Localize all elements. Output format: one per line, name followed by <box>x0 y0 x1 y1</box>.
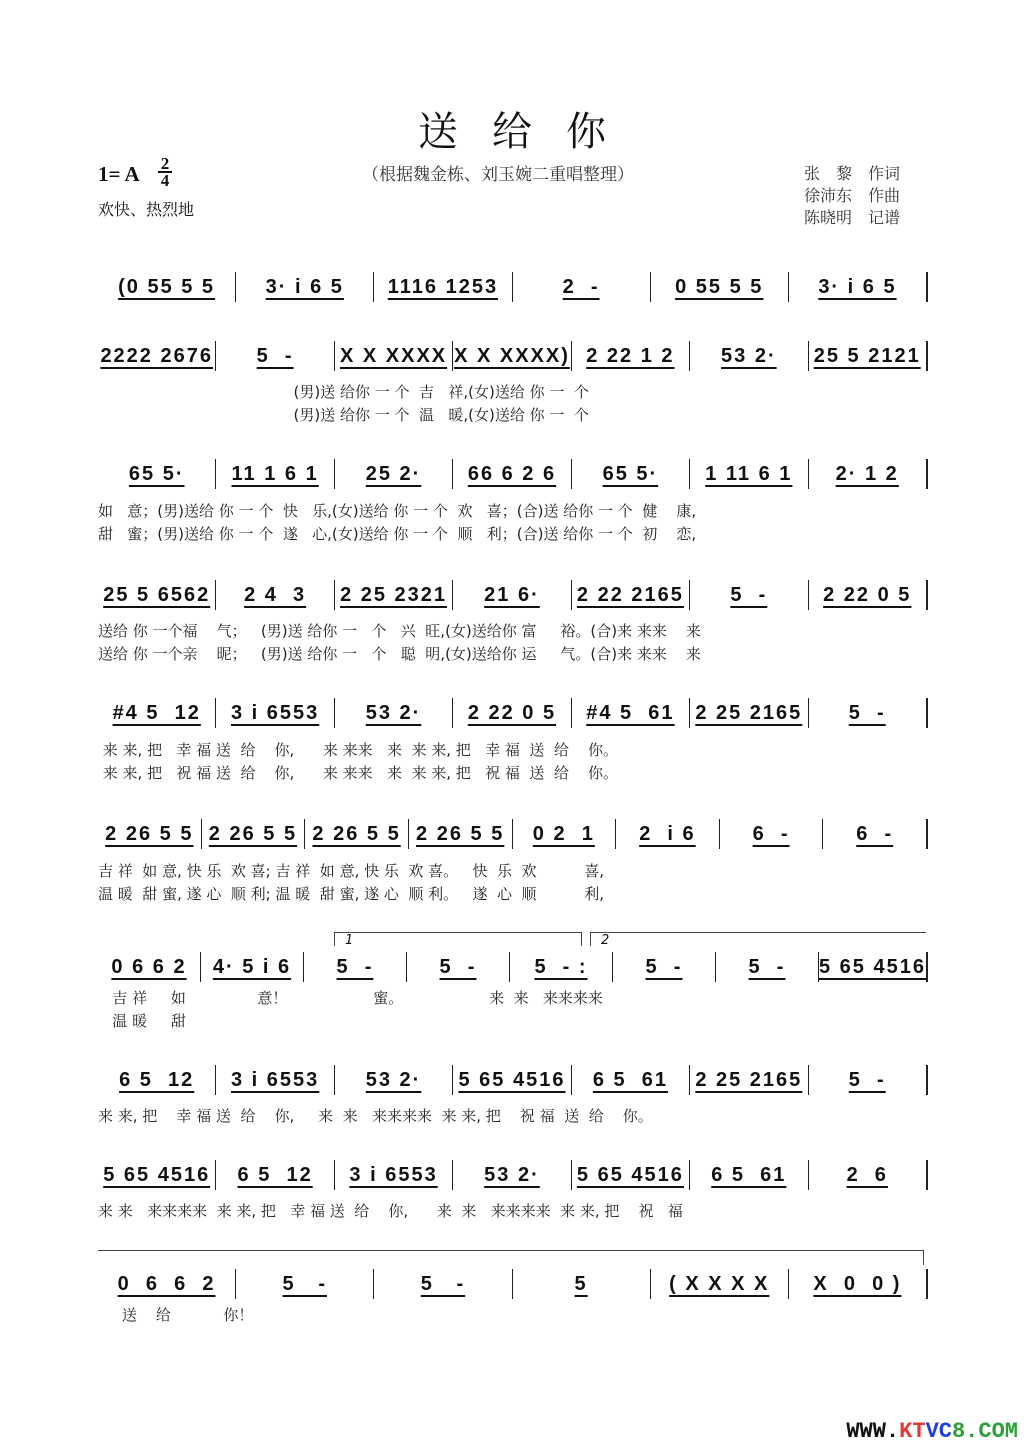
score-system <box>98 341 928 371</box>
lyric-line: 温 暖 甜 蜜, 遂 心 顺 利; 温 暖 甜 蜜, 遂 心 顺 利。 遂 心 顺 利, <box>98 885 605 903</box>
measure: 3· i 6 5 <box>236 272 374 302</box>
measure: 5 - <box>407 952 510 982</box>
measure: 25 5 6562 <box>98 580 216 610</box>
score-system <box>98 952 928 982</box>
measure: 2 26 5 5 <box>409 819 513 849</box>
measure: 6 - <box>720 819 824 849</box>
measure: 6 5 61 <box>572 1065 690 1095</box>
time-signature <box>158 156 172 188</box>
measure: 5 - <box>809 1065 928 1095</box>
watermark-logo <box>846 1419 1018 1444</box>
measure: 3 i 6553 <box>216 1065 334 1095</box>
measure: 2 i 6 <box>616 819 720 849</box>
measure: 2 22 0 5 <box>453 698 571 728</box>
song-title: 送给你 <box>418 109 640 155</box>
measure: 5 - <box>304 952 407 982</box>
watermark-part: WWW. <box>846 1419 900 1444</box>
measure: X X XXXX) <box>453 341 571 371</box>
lyric-line: 如 意；(男)送给 你 一 个 快 乐,(女)送给 你 一 个 欢 喜；(合)送 给你 一 个 健 康, <box>98 502 697 520</box>
measure: 21 6· <box>453 580 571 610</box>
measure: 2 - <box>513 272 651 302</box>
measure: X X XXXX <box>335 341 453 371</box>
measure: 4· 5 i 6 <box>201 952 304 982</box>
time-bottom: 4 <box>160 171 170 190</box>
measure: 2· 1 2 <box>809 459 928 489</box>
measure: #4 5 12 <box>98 698 216 728</box>
measure: 65 5· <box>572 459 690 489</box>
lyric-line: 来 来, 把 祝 福 送 给 你, 来 来来 来 来 来, 把 祝 福 送 给 你。 <box>98 764 619 782</box>
measure: X 0 0 ) <box>789 1269 928 1299</box>
measure: 0 2 1 <box>513 819 617 849</box>
measure: 5 65 4516 <box>98 1160 216 1190</box>
measure: 5 <box>513 1269 651 1299</box>
measure: 2 25 2321 <box>335 580 453 610</box>
measure: 5 - <box>690 580 808 610</box>
measure: 25 5 2121 <box>809 341 928 371</box>
measure: 5 65 4516 <box>819 952 928 982</box>
measure: 6 5 12 <box>216 1160 334 1190</box>
final-bracket-line <box>98 1250 924 1265</box>
score-system <box>98 1065 928 1095</box>
lyric-line: 送给 你 一个福 气； (男)送 给你 一 个 兴 旺,(女)送给你 富 裕。(合)来 来来 来 <box>98 622 701 640</box>
volta-1: 1 <box>334 932 582 946</box>
measure: 66 6 2 6 <box>453 459 571 489</box>
measure: 53 2· <box>453 1160 571 1190</box>
measure: 5 65 4516 <box>453 1065 571 1095</box>
measure: 53 2· <box>690 341 808 371</box>
measure: 5 - <box>613 952 716 982</box>
lyric-line: 吉 祥 如 意, 快 乐 欢 喜; 吉 祥 如 意, 快 乐 欢 喜。 快 乐 欢 喜, <box>98 862 605 880</box>
lyric-line: 来 来, 把 幸 福 送 给 你, 来 来 来来来来 来 来, 把 祝 福 送 给 你。 <box>98 1107 653 1125</box>
measure: 2 25 2165 <box>690 698 808 728</box>
credit-transcriber: 陈晓明 记谱 <box>804 208 901 227</box>
measure: 53 2· <box>335 698 453 728</box>
measure: 6 5 61 <box>690 1160 808 1190</box>
measure: 2 6 <box>809 1160 928 1190</box>
credit-lyricist: 张 黎 作词 <box>804 164 901 183</box>
measure: 25 2· <box>335 459 453 489</box>
watermark-part: KT <box>899 1419 926 1444</box>
measure: 2222 2676 <box>98 341 216 371</box>
measure: 6 - <box>823 819 928 849</box>
measure: 1 11 6 1 <box>690 459 808 489</box>
score-system <box>98 1160 928 1190</box>
measure: ( X X X X <box>651 1269 789 1299</box>
measure: 65 5· <box>98 459 216 489</box>
measure: 5 - <box>216 341 334 371</box>
score-system <box>98 698 928 728</box>
measure: 5 65 4516 <box>572 1160 690 1190</box>
watermark-part: 8.COM <box>951 1419 1018 1444</box>
measure: 2 22 0 5 <box>809 580 928 610</box>
measure: 0 6 6 2 <box>98 952 201 982</box>
measure: 6 5 12 <box>98 1065 216 1095</box>
score-system <box>98 459 928 489</box>
volta-2: 2 <box>590 932 926 946</box>
measure: 5 - <box>809 698 928 728</box>
measure: 3 i 6553 <box>216 698 334 728</box>
tempo-marking: 欢快、热烈地 <box>98 200 195 219</box>
watermark-part: VC <box>925 1419 952 1444</box>
measure: 2 26 5 5 <box>98 819 202 849</box>
score-system <box>98 272 928 302</box>
measure: 2 26 5 5 <box>305 819 409 849</box>
lyric-line: (男)送 给你 一 个 温 暖,(女)送给 你 一 个 <box>98 406 589 424</box>
measure: 5 - <box>236 1269 374 1299</box>
measure: 2 22 2165 <box>572 580 690 610</box>
measure: 0 6 6 2 <box>98 1269 236 1299</box>
measure: 5 - <box>374 1269 512 1299</box>
measure: #4 5 61 <box>572 698 690 728</box>
lyric-line: (男)送 给你 一 个 吉 祥,(女)送给 你 一 个 <box>98 383 589 401</box>
measure: 5 - <box>716 952 819 982</box>
measure: 0 55 5 5 <box>651 272 789 302</box>
lyric-line: 吉 祥 如 意！ 蜜。 来 来 来来来来 <box>98 989 603 1007</box>
measure: 5 - : <box>510 952 613 982</box>
measure: 3 i 6553 <box>335 1160 453 1190</box>
measure: 1116 1253 <box>374 272 512 302</box>
lyric-line: 温 暖 甜 <box>98 1012 186 1030</box>
measure: 2 22 1 2 <box>572 341 690 371</box>
measure: 2 25 2165 <box>690 1065 808 1095</box>
measure: 11 1 6 1 <box>216 459 334 489</box>
score-system <box>98 819 928 849</box>
measure: (0 55 5 5 <box>98 272 236 302</box>
lyric-line: 甜 蜜；(男)送给 你 一 个 遂 心,(女)送给 你 一 个 顺 利；(合)送 给你 一 个 初 恋, <box>98 525 697 543</box>
lyric-line: 送 给 你！ <box>98 1306 254 1324</box>
measure: 2 4 3 <box>216 580 334 610</box>
measure: 2 26 5 5 <box>202 819 306 849</box>
lyric-line: 来 来, 把 幸 福 送 给 你, 来 来来 来 来 来, 把 幸 福 送 给 你。 <box>98 741 619 759</box>
credit-composer: 徐沛东 作曲 <box>804 186 901 205</box>
subtitle: （根据魏金栋、刘玉婉二重唱整理） <box>362 165 634 185</box>
score-system <box>98 1269 928 1299</box>
lyric-line: 来 来 来来来来 来 来, 把 幸 福 送 给 你, 来 来 来来来来 来 来, 把 祝 福 <box>98 1202 683 1220</box>
lyric-line: 送给 你 一个亲 昵； (男)送 给你 一 个 聪 明,(女)送给你 运 气。(合)来 来来 来 <box>98 645 701 663</box>
measure: 53 2· <box>335 1065 453 1095</box>
measure: 3· i 6 5 <box>789 272 928 302</box>
key-signature: 1= A <box>98 162 140 186</box>
time-top: 2 <box>160 154 170 173</box>
score-system <box>98 580 928 610</box>
